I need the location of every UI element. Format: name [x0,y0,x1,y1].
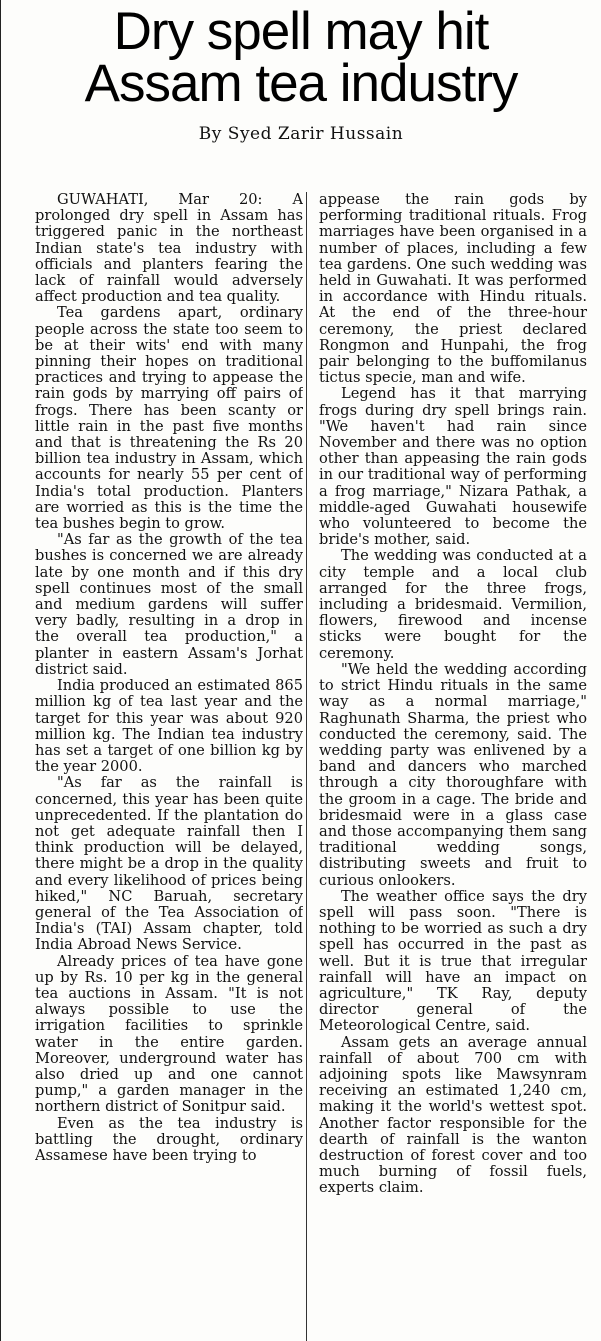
paragraph: The wedding was conducted at a city temple and a local club arranged for the three frogs, including a bridesmaid. Vermilion, flowers, firewood and incense sticks were bought for the ceremony. [319,547,587,662]
column-divider [306,192,307,1341]
paragraph: India produced an estimated 865 million kg of tea last year and the target for this year was about 920 million kg. The Indian tea industry has set a target of one billion kg by the year 2000. [35,677,303,776]
paragraph: Already prices of tea have gone up by Rs. 10 per kg in the general tea auctions in Assam. "It is not always possible to use the irrigation facilities to sprinkle water in the entire garden. Moreover, underground water has also dried up and one cannot pump," a garden manager in the northern district of Sonitpur said. [35,952,303,1116]
right-column [319,192,587,1341]
paragraph: Even as the tea industry is battling the drought, ordinary Assamese have been trying to [35,1114,303,1164]
paragraph: "We held the wedding according to strict Hindu rituals in the same way as a normal marriage," Raghunath Sharma, the priest who conducted the ceremony, said. The wedding party was enlivened by a band and dancers who marched through a city thoroughfare with the groom in a cage. The bride and bridesmaid were in a glass case and those accompanying them sang traditional wedding songs, distributing sweets and fruit to curious onlookers. [319,660,587,889]
paragraph: The weather office says the dry spell will pass soon. "There is nothing to be worried as such a dry spell has occurred in the past as well. But it is true that irregular rainfall will have an impact on agriculture," TK Ray, deputy director general of the Meteorological Centre, said. [319,887,587,1035]
headline-line-2: Assam tea industry [84,54,518,113]
paragraph: Tea gardens apart, ordinary people across the state too seem to be at their wits' end with many pinning their hopes on traditional practices and trying to appease the rain gods by marrying off pairs of frogs. There has been scanty or little rain in the past five months and that is threatening the Rs 20 billion tea industry in Assam, which accounts for nearly 55 per cent of India's total production. Planters are worried as this is the time the tea bushes begin to grow. [35,304,303,533]
paragraph: "As far as the rainfall is concerned, this year has been quite unprecedented. If the plantation do not get adequate rainfall then I think production will be delayed, there might be a drop in the quality and every likelihood of prices being hiked," NC Baruah, secretary general of the Tea Association of India's (TAI) Assam chapter, told India Abroad News Service. [35,774,303,954]
paragraph: Assam gets an average annual rainfall of about 700 cm with adjoining spots like Mawsynram receiving an estimated 1,240 cm, making it the world's wettest spot. Another factor responsible for the dearth of rainfall is the wanton destruction of forest cover and too much burning of fossil fuels, experts claim. [319,1033,587,1197]
article-body [1,192,601,1341]
paragraph: GUWAHATI, Mar 20: A prolonged dry spell in Assam has triggered panic in the northeast Indian state's tea industry with officials and planters fearing the lack of rainfall would adversely affect production and tea quality. [35,192,303,306]
paragraph: Legend has it that marrying frogs during dry spell brings rain. "We haven't had rain since November and there was no option other than appeasing the rain gods in our traditional way of performing a frog marriage," Nizara Pathak, a middle-aged Guwahati housewife who volunteered to become the bride's mother, said. [319,385,587,549]
left-column [35,192,303,1341]
headline-line-1: Dry spell may hit [113,2,489,61]
headline [1,0,601,113]
paragraph: appease the rain gods by performing traditional rituals. Frog marriages have been organised in a number of places, including a few tea gardens. One such wedding was held in Guwahati. It was performed in accordance with Hindu rituals. At the end of the three-hour ceremony, the priest declared Rongmon and Hunpahi, the frog pair belonging to the buffomilanus tictus specie, man and wife. [319,192,587,387]
paragraph: "As far as the growth of the tea bushes is concerned we are already late by one month and if this dry spell continues most of the small and medium gardens will suffer very badly, resulting in a drop in the overall tea production," a planter in eastern Assam's Jorhat district said. [35,531,303,678]
byline: By Syed Zarir Hussain [198,124,404,144]
